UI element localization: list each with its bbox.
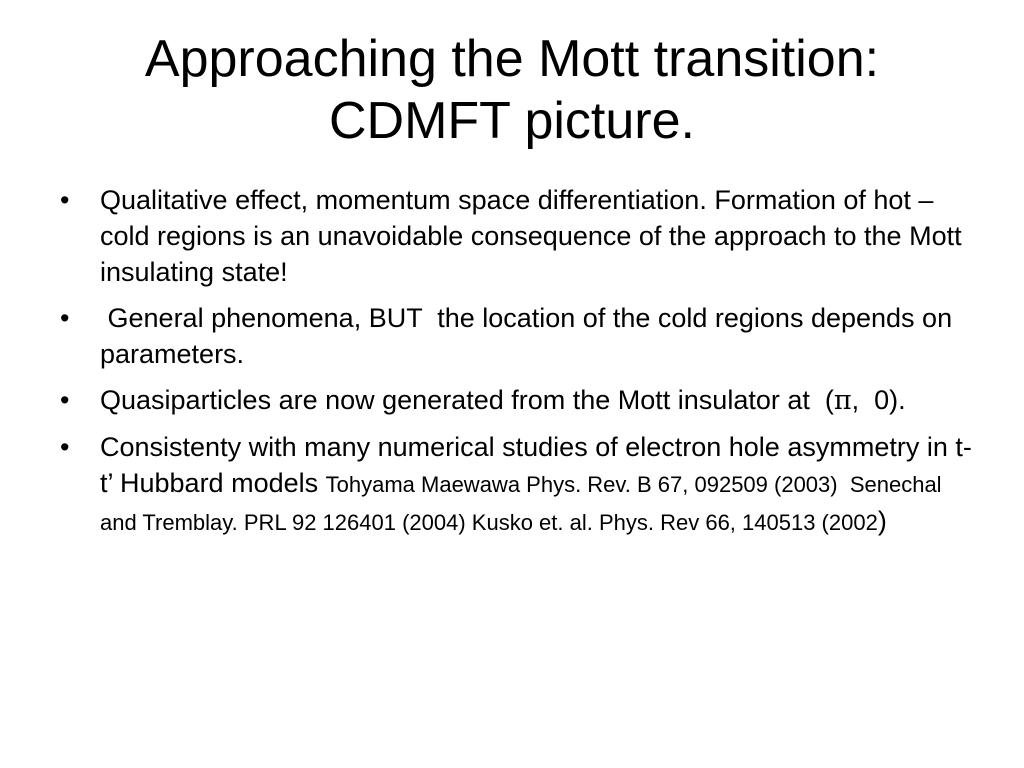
- closing-paren: ): [877, 506, 887, 536]
- bullet-list: [56, 182, 976, 551]
- bullet-marker: •: [60, 303, 70, 333]
- bullet-marker: •: [60, 385, 70, 415]
- bullet-text: Quasiparticles are now generated from the Mott insulator at (: [100, 385, 834, 415]
- slide-title-line-1: Approaching the Mott transition:: [144, 30, 880, 88]
- slide-title: [40, 28, 984, 152]
- bullet-marker: •: [60, 185, 70, 215]
- bullet-item-numerical-studies: [56, 429, 976, 541]
- bullet-text: Consistenty with many numerical studies of electron hole asymmetry in t-t’ Hubbard models: [100, 432, 972, 498]
- bullet-text: General phenomena, BUT the location of the cold regions depends on parameters.: [100, 303, 960, 369]
- pi-symbol: π: [833, 385, 852, 416]
- bullet-text: Qualitative effect, momentum space differentiation. Formation of hot –cold regions is an unavoidable consequence of the approach to the Mott insulating state!: [100, 185, 962, 287]
- bullet-item-quasiparticles: [56, 382, 976, 419]
- bullet-marker: •: [60, 432, 70, 462]
- bullet-item-general-phenomena: [56, 300, 976, 372]
- bullet-item-hot-cold-regions: [56, 182, 976, 290]
- references-text: Tohyama Maewawa Phys. Rev. B 67, 092509 (2003) Senechal and Tremblay. PRL 92 126401 (2004) Kusko et. al. Phys. Rev 66, 140513 (2002: [100, 472, 948, 535]
- bullet-text-after: , 0).: [851, 385, 906, 415]
- slide-title-line-2: CDMFT picture.: [329, 92, 695, 150]
